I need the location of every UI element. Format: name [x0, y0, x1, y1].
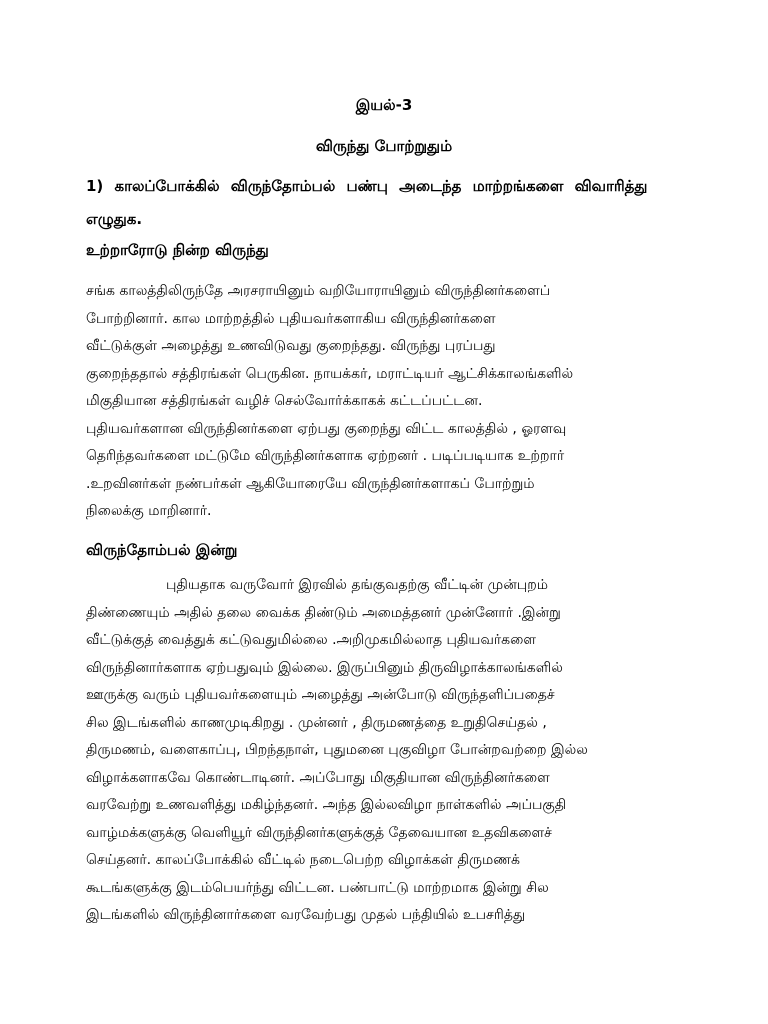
paragraph-line: விழாக்களாகவே கொண்டாடினர். அப்போது மிகுதியான விருந்தினர்களை [86, 769, 550, 786]
section-paragraph [86, 572, 686, 930]
paragraph-line: திருமணம், வளைகாப்பு, பிறந்தநாள், புதுமனை புகுவிழா போன்றவற்றை இல்ல [86, 742, 588, 758]
paragraph-line: புதியதாக வருவோர் இரவில் தங்குவதற்கு வீட்டின் முன்புறம் [166, 577, 549, 593]
chapter-title: விருந்து போற்றுதும் [315, 137, 453, 155]
paragraph-line: சங்க காலத்திலிருந்தே அரசராயினும் வறியோராயினும் விருந்தினர்களைப் [86, 283, 551, 299]
paragraph-line: குறைந்ததால் சத்திரங்கள் பெருகின. நாயக்கர், மராட்டியர் ஆட்சிக்காலங்களில் [86, 365, 574, 382]
paragraph-line: வரவேற்று உணவளித்து மகிழ்ந்தனர். அந்த இல்லவிழா நாள்களில் அப்பகுதி [86, 797, 567, 813]
section-heading: உற்றாரோடு நின்ற விருந்து [86, 241, 269, 259]
paragraph-line: சில இடங்களில் காணமுடிகிறது . முன்னர் , திருமணத்தை உறுதிசெய்தல் , [86, 714, 547, 731]
paragraph-line: .உறவினர்கள் நண்பர்கள் ஆகியோரையே விருந்தினர்களாகப் போற்றும் [86, 475, 535, 492]
paragraph-line: தெரிந்தவர்களை மட்டுமே விருந்தினர்களாக ஏற்றனர் . படிப்படியாக உற்றார் [86, 448, 565, 464]
question-line: எழுதுக. [86, 210, 143, 228]
paragraph-line: திண்ணையும் அதில் தலை வைக்க திண்டும் அமைத்தனர் முன்னோர் .இன்று [86, 604, 561, 621]
question [86, 170, 668, 236]
section-paragraph [86, 278, 686, 526]
paragraph-line: செய்தனர். காலப்போக்கில் வீட்டில் நடைபெற்ற விழாக்கள் திருமணக் [86, 852, 520, 868]
paragraph-line: நிலைக்கு மாறினார். [86, 503, 212, 519]
paragraph-line: வாழ்மக்களுக்கு வெளியூர் விருந்தினர்களுக்குத் தேவையான உதவிகளைச் [86, 824, 552, 841]
paragraph-line: இடங்களில் விருந்தினார்களை வரவேற்பது முதல் பந்தியில் உபசரித்து [86, 907, 526, 923]
paragraph-line: விருந்தினார்களாக ஏற்பதுவும் இல்லை. இருப்பினும் திருவிழாக்காலங்களில் [86, 659, 563, 676]
paragraph-line: கூடங்களுக்கு இடம்பெயர்ந்து விட்டன. பண்பாட்டு மாற்றமாக இன்று சில [86, 879, 549, 896]
section-heading: விருந்தோம்பல் இன்று [86, 541, 238, 559]
paragraph-line: ஊருக்கு வரும் புதியவர்களையும் அழைத்து அன்போடு விருந்தளிப்பதைச் [86, 687, 555, 703]
chapter-label: இயல்-3 [355, 96, 413, 114]
paragraph-line: போற்றினார். கால மாற்றத்தில் புதியவர்களாகிய விருந்தினர்களை [86, 310, 496, 327]
paragraph-line: வீட்டுக்குத் வைத்துக் கட்டுவதுமில்லை .அறிமுகமில்லாத புதியவர்களை [86, 632, 536, 648]
paragraph-line: மிகுதியான சத்திரங்கள் வழிச் செல்வோர்க்காகக் கட்டப்பட்டன. [86, 393, 483, 409]
paragraph-line: வீட்டுக்குள் அழைத்து உணவிடுவது குறைந்தது. விருந்து புரப்பது [86, 338, 496, 354]
question-line: 1) காலப்போக்கில் விருந்தோம்பல் பண்பு அடைந்த மாற்றங்களை விவாரித்து [86, 177, 648, 195]
paragraph-line: புதியவர்களான விருந்தினர்களை ஏற்பது குறைந்து விட்ட காலத்தில் , ஓரளவு [86, 420, 567, 437]
